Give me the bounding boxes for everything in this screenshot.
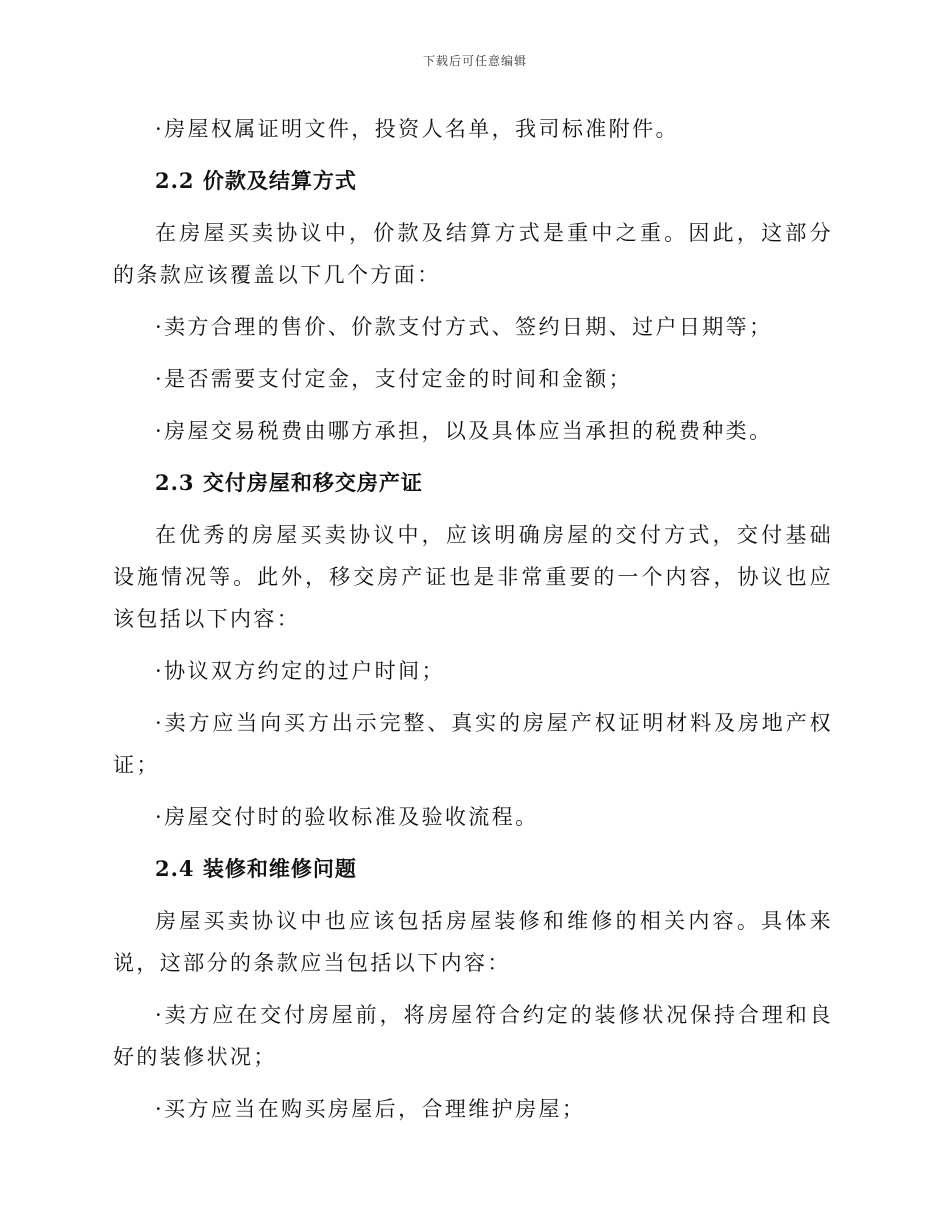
bullet-item: ·房屋交易税费由哪方承担，以及具体应当承担的税费种类。 [155,419,773,443]
paragraph: 房屋买卖协议中也应该包括房屋装修和维修的相关内容。具体来说，这部分的条款应当包括以下内容： [113,909,833,975]
bullet-item: ·协议双方约定的过户时间； [155,659,445,683]
bullet-item: ·卖方应当向买方出示完整、真实的房屋产权证明材料及房地产权证； [113,711,833,777]
page-header: 下载后可任意编辑 [422,54,527,68]
document-body [113,108,833,1140]
section-heading: 2.2 价款及结算方式 [155,168,357,193]
bullet-item: ·卖方合理的售价、价款支付方式、签约日期、过户日期等； [155,315,773,339]
bullet-item: ·房屋交付时的验收标准及验收流程。 [155,805,539,829]
section-heading: 2.3 交付房屋和移交房产证 [155,470,423,495]
bullet-item: ·房屋权属证明文件，投资人名单，我司标准附件。 [155,117,679,141]
bullet-item: ·买方应当在购买房屋后，合理维护房屋； [155,1097,586,1121]
paragraph: 在房屋买卖协议中，价款及结算方式是重中之重。因此，这部分的条款应该覆盖以下几个方面： [113,221,833,287]
paragraph: 在优秀的房屋买卖协议中，应该明确房屋的交付方式，交付基础设施情况等。此外，移交房产证也是非常重要的一个内容，协议也应该包括以下内容： [113,523,833,631]
bullet-item: ·卖方应在交付房屋前，将房屋符合约定的装修状况保持合理和良好的装修状况； [113,1003,833,1069]
bullet-item: ·是否需要支付定金，支付定金的时间和金额； [155,367,633,391]
section-heading: 2.4 装修和维修问题 [155,856,357,881]
